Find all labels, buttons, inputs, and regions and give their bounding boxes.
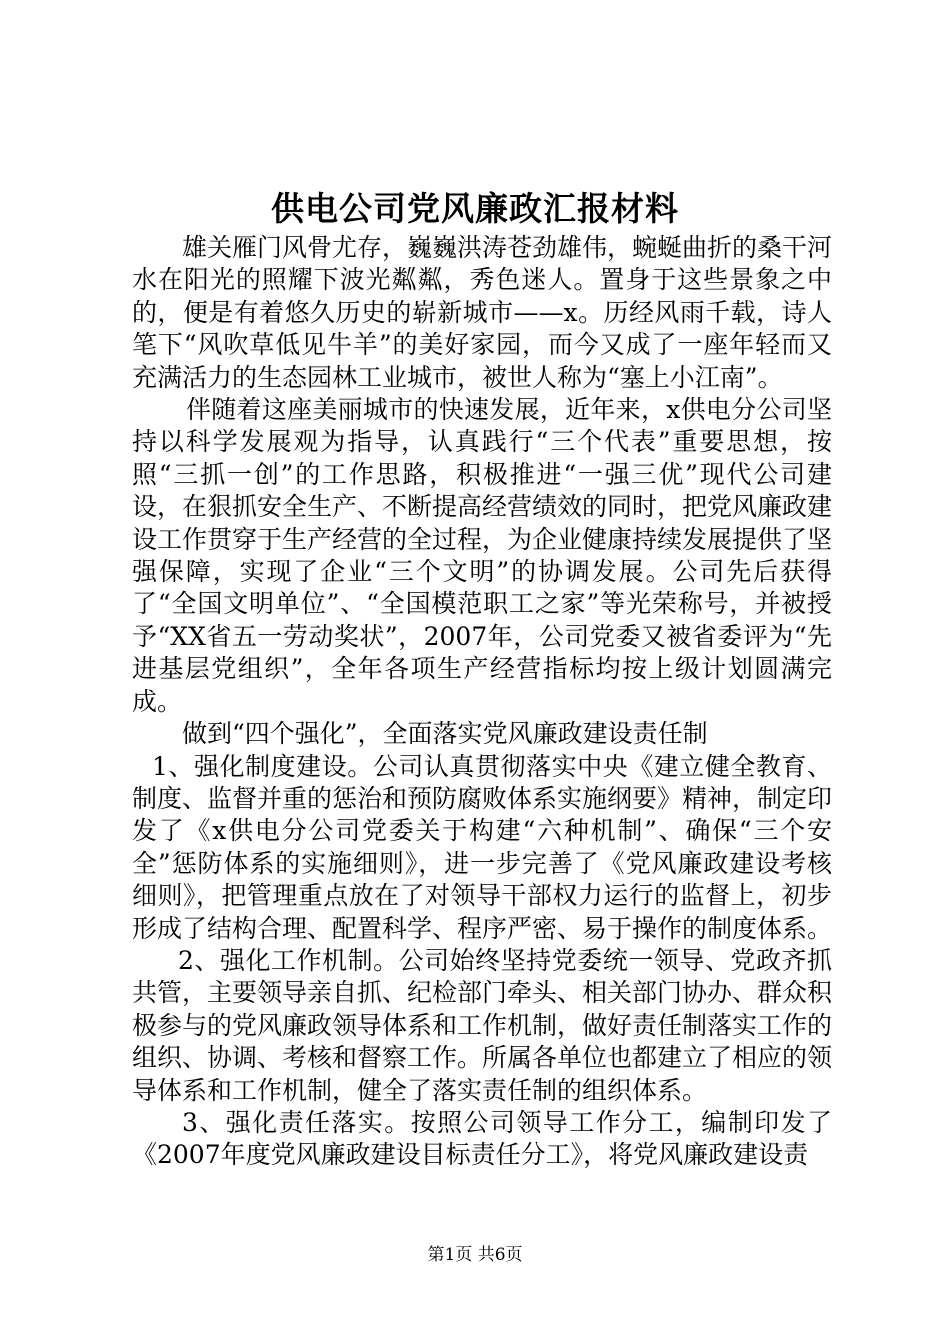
document-body bbox=[132, 232, 832, 1172]
paragraph-development: 伴随着这座美丽城市的快速发展，近年来，x供电分公司坚持以科学发展观为指导，认真践行“三个代表”重要思想，按照“三抓一创”的工作思路，积极推进“一强三优”现代公司建设，在狠抓安全生产、不断提高经营绩效的同时，把党风廉政建设工作贯穿于生产经营的全过程，为企业健康持续发展提供了坚强保障，实现了企业“三个文明”的协调发展。公司先后获得了“全国文明单位”、“全国模范职工之家”等光荣称号，并被授予“XX省五一劳动奖状”，2007年，公司党委又被省委评为“先进基层党组织”，全年各项生产经营指标均按上级计划圆满完成。 bbox=[132, 395, 833, 716]
paragraph-item-3: 3、强化责任落实。按照公司领导工作分工，编制印发了《2007年度党风廉政建设目标责任分工》，将党风廉政建设责 bbox=[132, 1107, 832, 1170]
paragraph-item-2: 2、强化工作机制。公司始终坚持党委统一领导、党政齐抓共管，主要领导亲自抓、纪检部门牵头、相关部门协办、群众积极参与的党风廉政领导体系和工作机制，做好责任制落实工作的组织、协调、考核和督察工作。所属各单位也都建立了相应的领导体系和工作机制，健全了落实责任制的组织体系。 bbox=[132, 945, 833, 1105]
section-heading: 做到“四个强化”，全面落实党风廉政建设责任制 bbox=[182, 719, 708, 749]
paragraph-item-1: 1、强化制度建设。公司认真贯彻落实中央《建立健全教育、制度、监督并重的惩治和预防腐败体系实施纲要》精神，制定印发了《x供电分公司党委关于构建“六种机制”、确保“三个安全”惩防体系的实施细则》，进一步完善了《党风廉政建设考核细则》，把管理重点放在了对领导干部权力运行的监督上，初步形成了结构合理、配置科学、程序严密、易于操作的制度体系。 bbox=[132, 751, 833, 943]
page-number-footer: 第1页 共6页 bbox=[427, 1245, 523, 1265]
paragraph-intro: 雄关雁门风骨尤存，巍巍洪涛苍劲雄伟，蜿蜒曲折的桑干河水在阳光的照耀下波光粼粼，秀色迷人。置身于这些景象之中的，便是有着悠久历史的崭新城市——x。历经风雨千载，诗人笔下“风吹草低见牛羊”的美好家园，而今又成了一座年轻而又充满活力的生态园林工业城市，被世人称为“塞上小江南”。 bbox=[132, 233, 833, 392]
document-title: 供电公司党风廉政汇报材料 bbox=[271, 189, 679, 228]
